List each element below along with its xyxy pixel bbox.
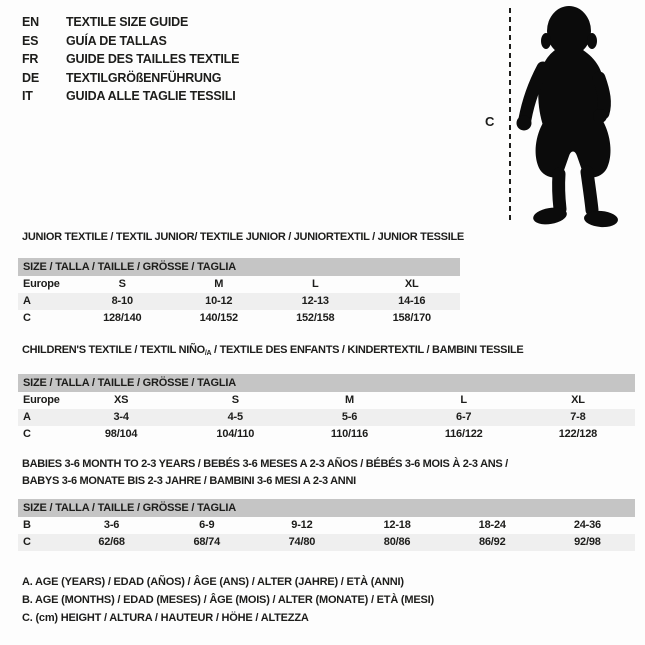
table-row-months bbox=[18, 517, 635, 534]
children-title-prefix: CHILDREN'S TEXTILE / TEXTIL NIÑO bbox=[22, 344, 205, 356]
junior-size-header: SIZE / TALLA / TAILLE / GRÖSSE / TAGLIA bbox=[18, 258, 460, 276]
table-row-height bbox=[18, 534, 635, 551]
children-title-suffix: / TEXTILE DES ENFANTS / KINDERTEXTIL / BAMBINI TESSILE bbox=[211, 344, 524, 356]
cell: 6-9 bbox=[199, 519, 215, 531]
lang-code: FR bbox=[22, 52, 39, 66]
height-measure-label: C bbox=[485, 114, 495, 129]
table-row-height bbox=[18, 426, 635, 443]
lang-row-de bbox=[22, 69, 239, 88]
children-title-subscript: /A bbox=[204, 350, 212, 357]
cell: S bbox=[231, 394, 239, 406]
lang-row-fr bbox=[22, 50, 239, 69]
cell: 92/98 bbox=[574, 536, 601, 548]
table-row-europe bbox=[18, 392, 635, 409]
row-label: A bbox=[23, 295, 31, 307]
table-row-europe bbox=[18, 276, 460, 293]
babies-table bbox=[18, 499, 635, 551]
cell: 10-12 bbox=[205, 295, 233, 307]
toddler-silhouette-icon bbox=[516, 4, 630, 228]
cell: 86/92 bbox=[478, 536, 506, 548]
cell: 12-13 bbox=[301, 295, 329, 307]
cell: 80/86 bbox=[383, 536, 411, 548]
children-size-header: SIZE / TALLA / TAILLE / GRÖSSE / TAGLIA bbox=[18, 374, 635, 392]
children-table bbox=[18, 374, 635, 443]
babies-table-title bbox=[22, 456, 508, 490]
cell: 62/68 bbox=[98, 536, 125, 548]
row-label: Europe bbox=[23, 278, 60, 290]
lang-label: GUÍA DE TALLAS bbox=[66, 33, 167, 48]
row-label: C bbox=[23, 536, 31, 548]
lang-label: GUIDE DES TAILLES TEXTILE bbox=[66, 52, 240, 66]
cell: 74/80 bbox=[288, 536, 316, 548]
cell: XL bbox=[571, 394, 585, 406]
lang-label: GUIDA ALLE TAGLIE TESSILI bbox=[66, 89, 236, 103]
cell: S bbox=[118, 278, 126, 290]
cell: 9-12 bbox=[291, 519, 313, 531]
lang-row-en bbox=[22, 13, 239, 32]
cell: 4-5 bbox=[227, 411, 243, 423]
cell: 128/140 bbox=[103, 312, 142, 324]
row-label: A bbox=[23, 411, 31, 423]
junior-table bbox=[18, 258, 460, 327]
row-label: C bbox=[23, 312, 31, 324]
cell: 122/128 bbox=[558, 428, 598, 440]
cell: 3-6 bbox=[103, 519, 120, 531]
cell: 140/152 bbox=[199, 312, 238, 324]
lang-row-it bbox=[22, 87, 239, 106]
row-label: Europe bbox=[23, 394, 60, 406]
cell: L bbox=[460, 394, 467, 406]
cell: 8-10 bbox=[111, 295, 133, 307]
table-row-age bbox=[18, 409, 635, 426]
language-title-block bbox=[22, 13, 239, 106]
lang-code: DE bbox=[22, 70, 39, 85]
cell: 14-16 bbox=[398, 295, 426, 307]
lang-code: ES bbox=[22, 33, 39, 48]
cell: 18-24 bbox=[478, 519, 506, 531]
table-row-age bbox=[18, 293, 460, 310]
cell: XS bbox=[113, 394, 129, 406]
cell: 24-36 bbox=[573, 519, 601, 531]
cell: 116/122 bbox=[444, 428, 483, 440]
table-row-height bbox=[18, 310, 460, 327]
children-table-title bbox=[22, 344, 523, 357]
legend-line-a: A. AGE (YEARS) / EDAD (AÑOS) / ÂGE (ANS) / ALTER (JAHRE) / ETÀ (ANNI) bbox=[22, 576, 404, 588]
cell: XL bbox=[404, 278, 419, 290]
cell: 7-8 bbox=[570, 411, 586, 423]
babies-size-header: SIZE / TALLA / TAILLE / GRÖSSE / TAGLIA bbox=[18, 499, 635, 517]
cell: 6-7 bbox=[456, 411, 472, 423]
legend-line-b: B. AGE (MONTHS) / EDAD (MESES) / ÂGE (MOIS) / ALTER (MONATE) / ETÀ (MESI) bbox=[22, 594, 434, 606]
cell: 110/116 bbox=[330, 428, 369, 440]
cell: M bbox=[214, 278, 224, 290]
measure-legend bbox=[22, 573, 434, 627]
cell: 68/74 bbox=[193, 536, 220, 548]
lang-label: TEXTILGRÖßENFÜHRUNG bbox=[66, 70, 222, 85]
lang-code: IT bbox=[22, 89, 33, 103]
cell: L bbox=[311, 278, 319, 290]
height-measure-dotted-line bbox=[509, 8, 511, 222]
cell: 12-18 bbox=[383, 519, 411, 531]
babies-title-line2: BABYS 3-6 MONATE BIS 2-3 JAHRE / BAMBINI 3-6 MESI A 2-3 ANNI bbox=[22, 475, 356, 487]
cell: 158/170 bbox=[392, 312, 431, 324]
cell: M bbox=[345, 394, 354, 406]
babies-title-line1: BABIES 3-6 MONTH TO 2-3 YEARS / BEBÉS 3-6 MESES A 2-3 AÑOS / BÉBÉS 3-6 MOIS À 2-3 ANS / bbox=[22, 458, 508, 470]
legend-line-c: C. (cm) HEIGHT / ALTURA / HAUTEUR / HÖHE / ALTEZZA bbox=[22, 612, 309, 624]
lang-label: TEXTILE SIZE GUIDE bbox=[66, 15, 189, 29]
cell: 5-6 bbox=[341, 411, 358, 423]
row-label: C bbox=[23, 428, 31, 440]
cell: 104/110 bbox=[216, 428, 255, 440]
row-label: B bbox=[23, 519, 31, 531]
junior-table-title: JUNIOR TEXTILE / TEXTIL JUNIOR/ TEXTILE JUNIOR / JUNIORTEXTIL / JUNIOR TESSILE bbox=[22, 231, 464, 243]
lang-row-es bbox=[22, 32, 239, 51]
lang-code: EN bbox=[22, 15, 39, 29]
cell: 98/104 bbox=[104, 428, 138, 440]
cell: 3-4 bbox=[113, 411, 129, 423]
cell: 152/158 bbox=[296, 312, 335, 324]
